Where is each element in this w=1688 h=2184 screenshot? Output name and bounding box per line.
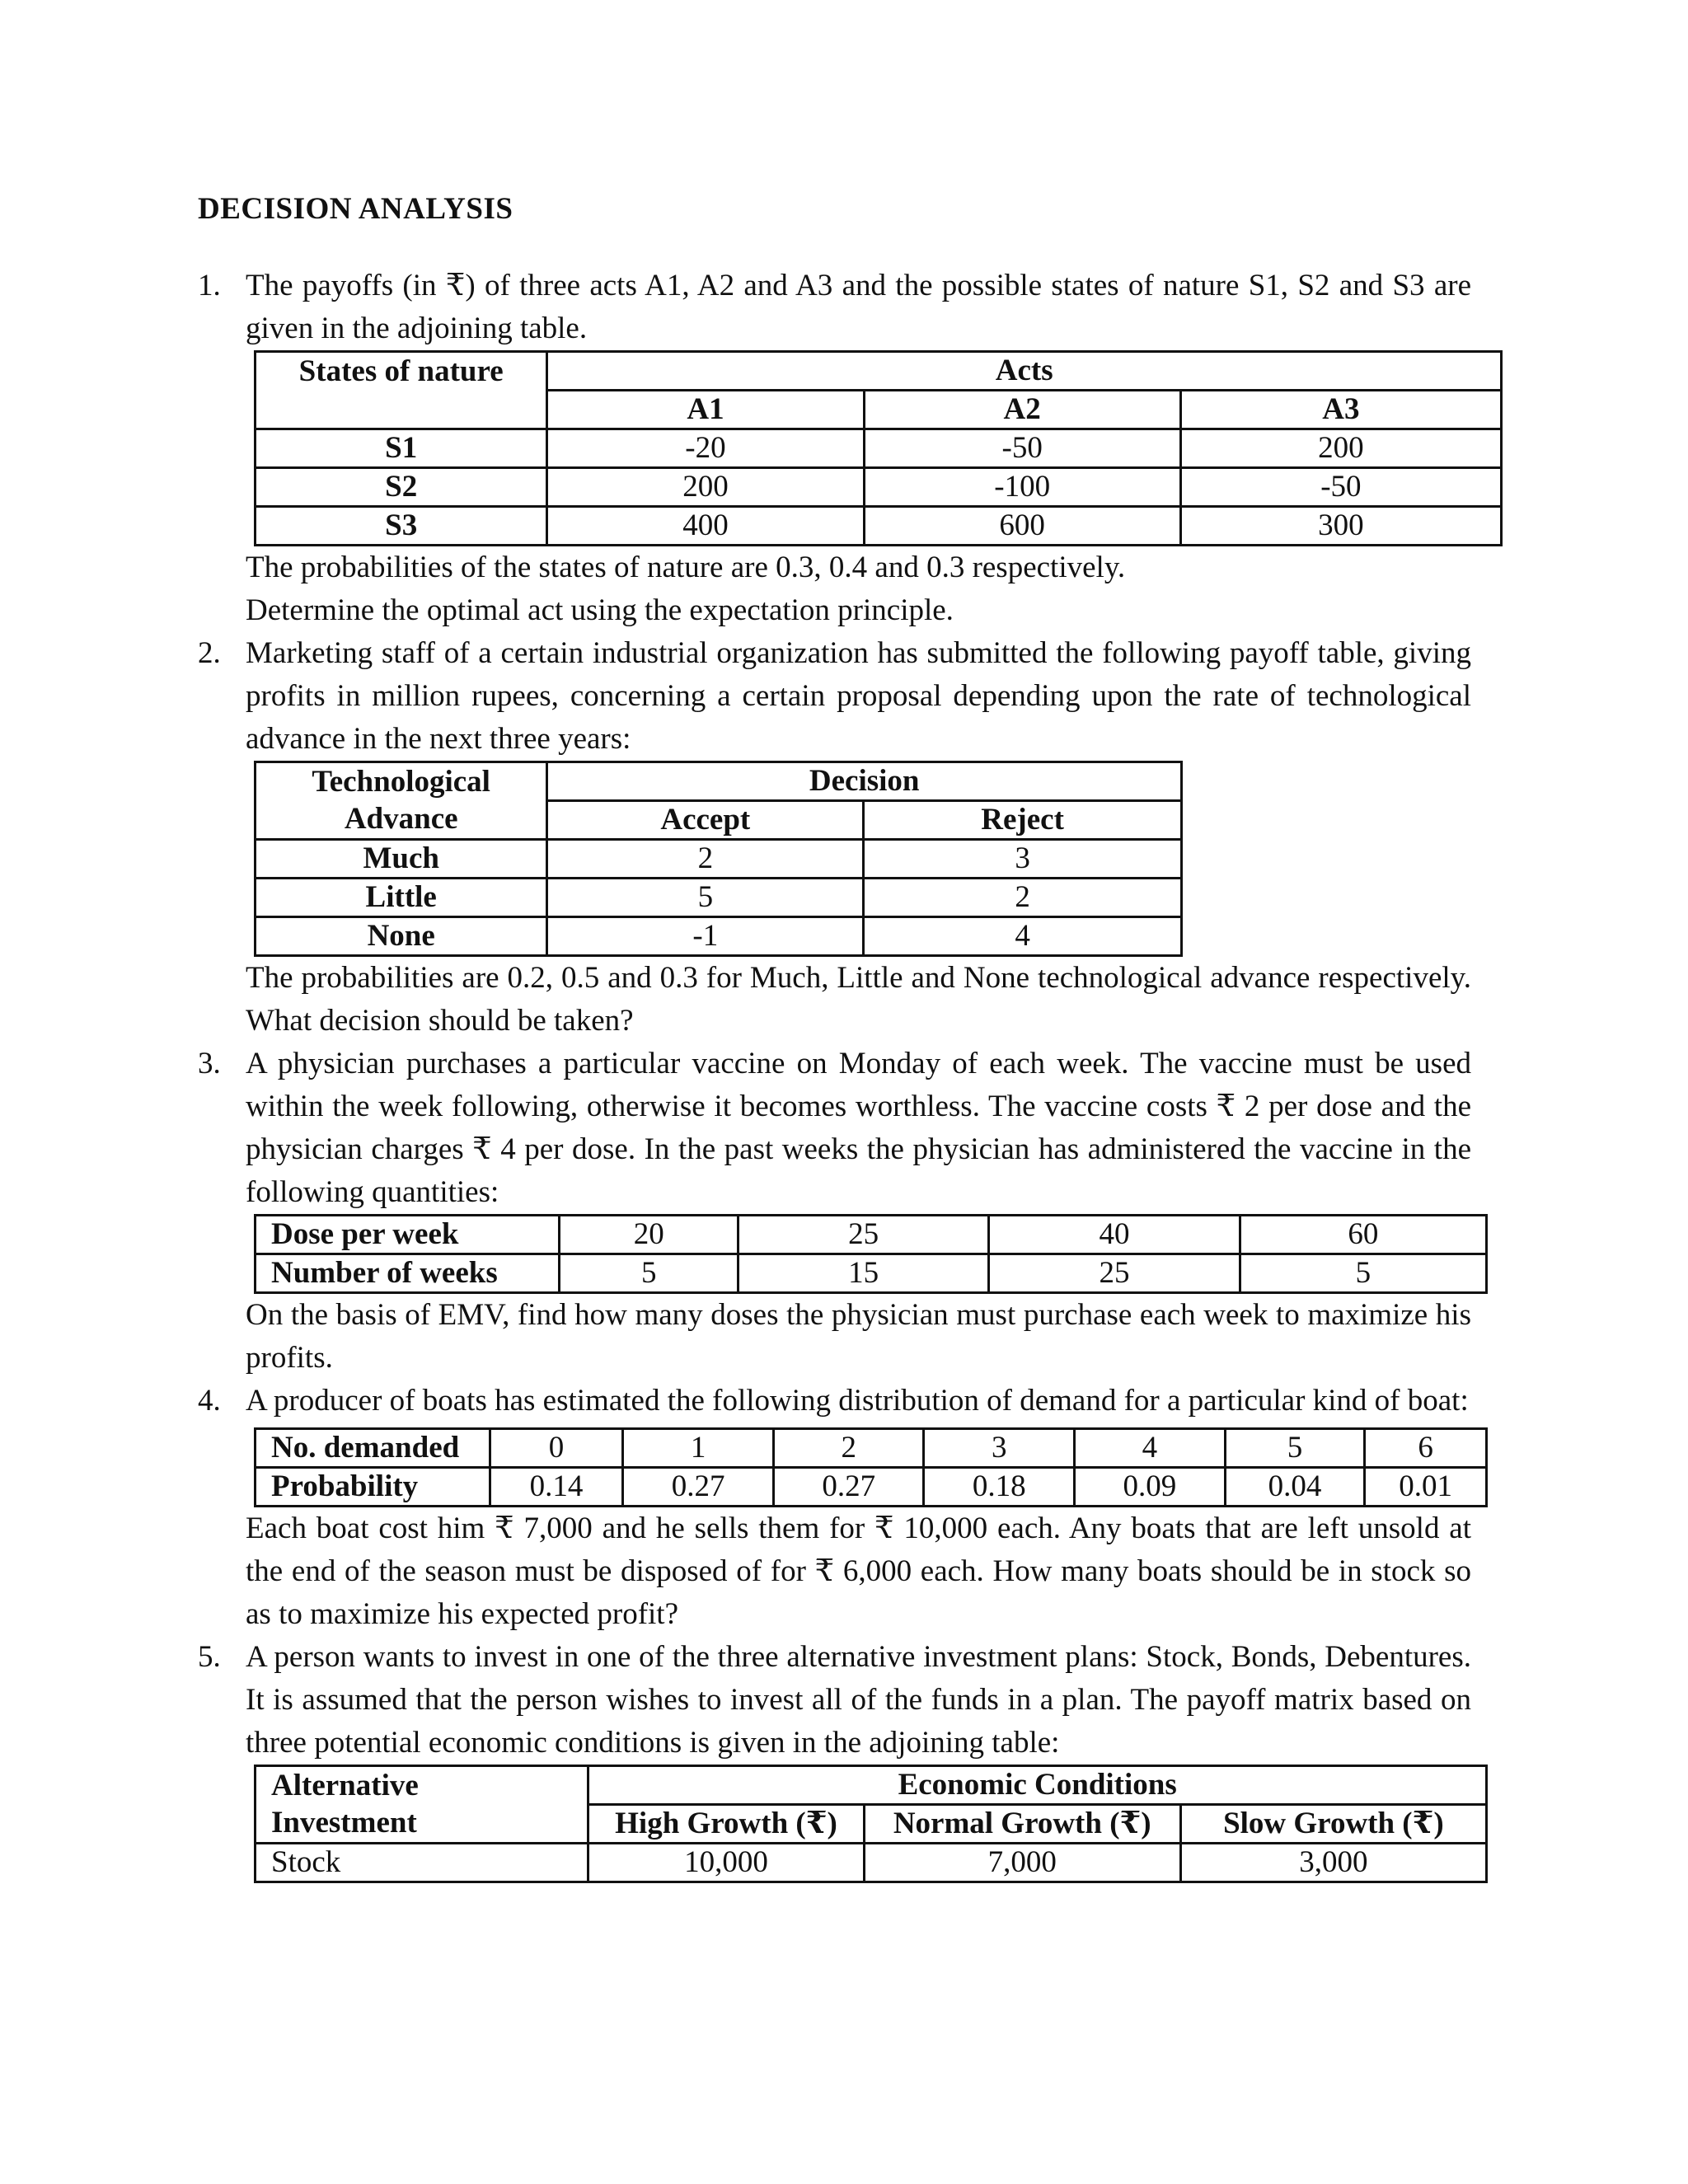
column-header: A2 [864,391,1180,429]
table-cell: -100 [864,468,1180,507]
table-cell: 300 [1180,507,1501,546]
page-title: DECISION ANALYSIS [198,192,513,226]
table-cell: 0.01 [1365,1468,1487,1507]
table-cell: 5 [547,879,864,917]
row-label: Stock [256,1844,588,1882]
table-cell: 400 [547,507,864,546]
question-intro: The payoffs (in ₹) of three acts A1, A2 and A3 and the possible states of nature S1, S2 and S3 are given in the adjoining table. [246,269,1471,345]
question-number: 1. [198,269,221,302]
table-group-header: Acts [547,352,1502,391]
row-label: S1 [256,429,547,468]
question-2 [198,632,1471,1043]
table-cell: 0.04 [1225,1468,1365,1507]
table-cell: 0.27 [623,1468,774,1507]
table-cell: -50 [864,429,1180,468]
table-cell: 5 [560,1254,738,1293]
table-row [256,1254,1487,1293]
table-group-header: Decision [547,762,1182,801]
row-label: None [256,917,547,956]
row-label: S2 [256,468,547,507]
table-cell: 6 [1365,1429,1487,1468]
table-row [256,429,1502,468]
row-label: S3 [256,507,547,546]
table-cell: 3,000 [1180,1844,1486,1882]
row-label: Much [256,840,547,879]
table-cell: 3 [864,840,1182,879]
table-row [256,507,1502,546]
table-row [256,1468,1487,1507]
table-cell: 5 [1225,1429,1365,1468]
table-row [256,879,1182,917]
table-row [256,1844,1487,1882]
table-cell: 25 [989,1254,1240,1293]
table-cell: 20 [560,1216,738,1254]
question-1 [198,265,1471,632]
table-cell: 4 [1075,1429,1226,1468]
table-row [256,840,1182,879]
table-corner-blank [256,391,547,429]
question-number: 4. [198,1384,221,1418]
question-4 [198,1380,1471,1636]
question-5 [198,1636,1471,1883]
table-cell: 600 [864,507,1180,546]
table-cell: -50 [1180,468,1501,507]
question-number: 5. [198,1640,221,1674]
row-label: Dose per week [256,1216,560,1254]
payoff-table-q2 [254,761,1183,957]
question-intro: A producer of boats has estimated the following distribution of demand for a particular kind of boat: [246,1384,1469,1418]
payoff-table-q1 [254,350,1503,546]
table-row [256,1429,1487,1468]
question-instruction: Determine the optimal act using the expectation principle. [246,593,954,627]
question-number: 3. [198,1047,221,1080]
investment-table-q5 [254,1765,1488,1883]
table-cell: -20 [547,429,864,468]
table-cell: 0.14 [490,1468,623,1507]
question-note: The probabilities of the states of nature are 0.3, 0.4 and 0.3 respectively. [246,551,1126,584]
table-cell: 2 [773,1429,924,1468]
table-cell: 15 [738,1254,988,1293]
table-cell: -1 [547,917,864,956]
table-cell: 0 [490,1429,623,1468]
column-header: Normal Growth (₹) [864,1805,1180,1844]
table-cell: 4 [864,917,1182,956]
table-cell: 3 [924,1429,1075,1468]
table-cell: 40 [989,1216,1240,1254]
table-group-header: Economic Conditions [588,1766,1487,1805]
table-row [256,468,1502,507]
table-cell: 5 [1240,1254,1486,1293]
question-note: On the basis of EMV, find how many doses the physician must purchase each week to maximize his profits. [246,1298,1471,1375]
table-cell: 1 [623,1429,774,1468]
table-cell: 200 [1180,429,1501,468]
table-cell: 0.18 [924,1468,1075,1507]
table-cell: 7,000 [864,1844,1180,1882]
demand-table-q4 [254,1427,1488,1507]
column-header: Slow Growth (₹) [1180,1805,1486,1844]
table-corner: States of nature [256,352,547,391]
row-label: No. demanded [256,1429,490,1468]
row-label: Little [256,879,547,917]
table-corner: Advance [256,801,547,840]
table-cell: 0.27 [773,1468,924,1507]
row-label: Number of weeks [256,1254,560,1293]
question-note: Each boat cost him ₹ 7,000 and he sells them for ₹ 10,000 each. Any boats that are left unsold at the end of the season must be disposed of for ₹ 6,000 each. How many boats should be in stock so as to maximize his expected profit? [246,1511,1471,1631]
table-row [256,1216,1487,1254]
table-cell: 60 [1240,1216,1486,1254]
question-3 [198,1043,1471,1380]
question-number: 2. [198,636,221,670]
question-note: The probabilities are 0.2, 0.5 and 0.3 for Much, Little and None technological advance respectively. What decision should be taken? [246,961,1471,1038]
dose-table-q3 [254,1214,1488,1294]
column-header: A1 [547,391,864,429]
table-cell: 10,000 [588,1844,864,1882]
row-label: Probability [256,1468,490,1507]
table-cell: 200 [547,468,864,507]
question-intro: A person wants to invest in one of the three alternative investment plans: Stock, Bonds, Debentures. It is assumed that the person wishes to invest all of the funds in a plan. The payoff matrix based on three potential economic conditions is given in the adjoining table: [246,1640,1471,1760]
column-header: A3 [1180,391,1501,429]
table-cell: 25 [738,1216,988,1254]
question-intro: A physician purchases a particular vaccine on Monday of each week. The vaccine must be used within the week following, otherwise it becomes worthless. The vaccine costs ₹ 2 per dose and the physician charges ₹ 4 per dose. In the past weeks the physician has administered the vaccine in the following quantities: [246,1047,1471,1209]
table-corner: Investment [256,1805,588,1844]
table-cell: 2 [547,840,864,879]
table-cell: 2 [864,879,1182,917]
question-intro: Marketing staff of a certain industrial organization has submitted the following payoff table, giving profits in million rupees, concerning a certain proposal depending upon the rate of technological advance in the next three years: [246,636,1471,756]
column-header: Accept [547,801,864,840]
table-corner: Alternative [256,1766,588,1805]
document-page [198,191,1471,1883]
table-corner: Technological [256,762,547,801]
table-row [256,917,1182,956]
table-cell: 0.09 [1075,1468,1226,1507]
column-header: Reject [864,801,1182,840]
column-header: High Growth (₹) [588,1805,864,1844]
